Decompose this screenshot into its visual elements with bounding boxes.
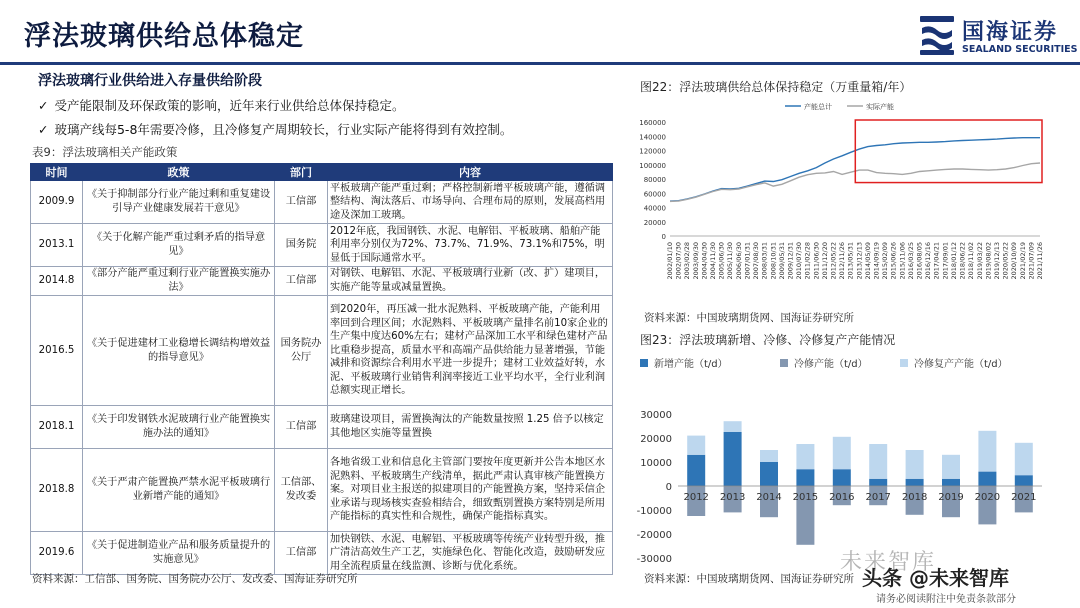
x-tick-label: 2021/02/19 xyxy=(1018,242,1027,280)
cell-dept: 工信部、发改委 xyxy=(275,449,328,532)
table-source: 资料来源：工信部、国务院、国务院办公厅、发改委、国海证券研究所 xyxy=(32,573,358,585)
x-tick-label: 2015/06/26 xyxy=(889,242,898,280)
figure22-source: 资料来源：中国玻璃期货网、国海证券研究所 xyxy=(644,312,854,324)
x-tick-label: 2003/02/28 xyxy=(683,242,692,280)
x-tick-label: 2012/11/26 xyxy=(838,242,847,280)
x-tick-label: 2008/03/31 xyxy=(760,242,769,280)
table-row xyxy=(31,181,613,224)
header-divider xyxy=(0,62,1080,65)
bar xyxy=(796,469,814,486)
x-tick-label: 2014/09/19 xyxy=(872,242,881,280)
bar xyxy=(869,479,887,486)
x-tick-label: 2016/12/16 xyxy=(924,242,933,280)
bar xyxy=(724,432,742,486)
bar xyxy=(906,450,924,479)
x-tick-label: 2014/05/09 xyxy=(863,242,872,280)
x-tick-label: 2011/02/28 xyxy=(803,242,812,280)
x-tick-label: 2015/02/09 xyxy=(881,242,890,280)
cell-policy: 《关于化解产能严重过剩矛盾的指导意见》 xyxy=(83,224,275,267)
bullet-text: 玻璃产线每5-8年需要冷修，且冷修复产周期较长，行业实际产能将得到有效控制。 xyxy=(54,122,513,137)
x-tick-label: 2021 xyxy=(1011,492,1037,503)
cell-content: 加快钢铁、水泥、电解铝、平板玻璃等传统产业转型升级，推广清洁高效生产工艺，实施绿色化、智能化改造，鼓励研发应用全流程质量在线监测、诊断与优化系统。 xyxy=(328,532,613,575)
cell-dept: 工信部 xyxy=(275,406,328,449)
footer-disclaimer: 请务必阅读附注中免责条款部分 xyxy=(876,594,1016,605)
x-tick-label: 2019/03/22 xyxy=(975,242,984,280)
y-tick-label: -20000 xyxy=(636,530,672,541)
x-tick-label: 2005/11/30 xyxy=(726,242,735,280)
legend-swatch xyxy=(900,359,908,367)
bar xyxy=(833,437,851,469)
y-tick-label: 30000 xyxy=(640,410,672,421)
legend-label: 新增产能（t/d） xyxy=(654,359,728,370)
figure22-title: 图22：浮法玻璃供给总体保持稳定（万重量箱/年） xyxy=(640,80,912,94)
cell-date: 2018.8 xyxy=(31,449,83,532)
bar xyxy=(942,479,960,486)
x-tick-label: 2011/12/20 xyxy=(820,242,829,280)
cell-policy: 《关于促进制造业产品和服务质量提升的实施意见》 xyxy=(83,532,275,575)
x-tick-label: 2013/05/31 xyxy=(846,242,855,280)
x-tick-label: 2004/04/30 xyxy=(700,242,709,280)
x-tick-label: 2017 xyxy=(865,492,891,503)
y-tick-label: 20000 xyxy=(640,434,672,445)
bar xyxy=(978,431,996,472)
cell-dept: 工信部 xyxy=(275,267,328,296)
x-tick-label: 2002/01/10 xyxy=(666,242,674,280)
cell-content: 平板玻璃产能严重过剩；严格控制新增平板玻璃产能，遵循调整结构、淘汰落后、市场导向、合理布局的原则，发展高档用途及深加工玻璃。 xyxy=(328,181,613,224)
logo-text-cn: 国海证券 xyxy=(962,20,1059,45)
table-row xyxy=(31,449,613,532)
cell-content: 玻璃建设项目，需置换淘汰的产能数量按照 1.25 倍予以核定其他地区实施等量置换 xyxy=(328,406,613,449)
section-subheading: 浮法玻璃行业供给进入存量供给阶段 xyxy=(38,73,262,89)
x-tick-label: 2015/11/06 xyxy=(898,242,907,280)
check-icon: ✓ xyxy=(38,122,49,137)
legend-label: 冷修产能（t/d） xyxy=(794,359,868,370)
x-tick-label: 2018/06/22 xyxy=(958,242,967,280)
cell-date: 2016.5 xyxy=(31,296,83,406)
cell-content: 对钢铁、电解铝、水泥、平板玻璃行业新（改、扩）建项目，实施产能等量或减量置换。 xyxy=(328,267,613,296)
table-caption: 表9：浮法玻璃相关产能政策 xyxy=(32,145,178,159)
x-tick-label: 2016/03/25 xyxy=(906,242,915,280)
x-tick-label: 2020/05/22 xyxy=(1001,242,1010,280)
logo-text-en: SEALAND SECURITIES xyxy=(962,44,1078,55)
bar xyxy=(978,472,996,486)
x-tick-label: 2019/08/02 xyxy=(984,242,993,280)
x-tick-label: 2020 xyxy=(974,492,1001,503)
x-tick-label: 2004/11/30 xyxy=(709,242,718,280)
bar xyxy=(760,450,778,462)
cell-dept: 国务院办公厅 xyxy=(275,296,328,406)
legend-label: 冷修复产产能（t/d） xyxy=(914,359,1008,370)
x-tick-label: 2014 xyxy=(756,492,782,503)
cell-content: 2012年底，我国钢铁、水泥、电解铝、平板玻璃、船舶产能利用率分别仅为72%、73.7%、71.9%、73.1%和75%，明显低于国际通常水平。 xyxy=(328,224,613,267)
table-row xyxy=(31,532,613,575)
legend-label: 产能总计 xyxy=(804,103,832,111)
legend-swatch xyxy=(640,359,648,367)
column-header: 部门 xyxy=(275,164,328,181)
cell-date: 2019.6 xyxy=(31,532,83,575)
cell-date: 2014.8 xyxy=(31,267,83,296)
x-tick-label: 2016 xyxy=(829,492,855,503)
check-icon: ✓ xyxy=(38,98,49,113)
cell-policy: 《关于促进建材工业稳增长调结构增效益的指导意见》 xyxy=(83,296,275,406)
x-tick-label: 2019 xyxy=(938,492,964,503)
x-tick-label: 2009/12/31 xyxy=(786,242,795,280)
bar xyxy=(833,469,851,486)
figure23-source: 资料来源：中国玻璃期货网、国海证券研究所 xyxy=(644,573,854,585)
table-row xyxy=(31,224,613,267)
x-tick-label: 2012 xyxy=(683,492,709,503)
logo-mark-icon xyxy=(918,14,956,56)
bar xyxy=(869,444,887,479)
x-tick-label: 2015 xyxy=(792,492,819,503)
column-header: 政策 xyxy=(83,164,275,181)
cell-dept: 工信部 xyxy=(275,181,328,224)
bullet-point-1 xyxy=(38,96,405,114)
table-header-row xyxy=(31,164,613,181)
x-tick-label: 2021/07/09 xyxy=(1027,242,1036,280)
bar xyxy=(724,421,742,432)
cell-policy: 《关于严肃产能置换严禁水泥平板玻璃行业新增产能的通知》 xyxy=(83,449,275,532)
bar xyxy=(906,479,924,486)
x-tick-label: 2007/01/31 xyxy=(743,242,752,280)
policy-table xyxy=(30,163,613,575)
y-tick-label: 160000 xyxy=(639,119,666,127)
x-tick-label: 2002/07/30 xyxy=(674,242,683,280)
cell-date: 2009.9 xyxy=(31,181,83,224)
table-row xyxy=(31,267,613,296)
y-tick-label: 20000 xyxy=(643,218,666,227)
x-tick-label: 2007/08/30 xyxy=(752,242,761,280)
bar xyxy=(687,455,705,486)
column-header: 内容 xyxy=(328,164,613,181)
watermark-text: 头条 @未来智库 xyxy=(862,566,1009,590)
line-chart xyxy=(630,96,1050,306)
y-tick-label: 100000 xyxy=(639,161,666,170)
cell-policy: 《部分产能严重过剩行业产能置换实施办法》 xyxy=(83,267,275,296)
bar xyxy=(687,436,705,455)
bar xyxy=(796,444,814,469)
cell-date: 2018.1 xyxy=(31,406,83,449)
y-tick-label: -10000 xyxy=(636,506,672,517)
bullet-point-2 xyxy=(38,120,512,138)
watermark-logo: 未来智库 xyxy=(840,550,937,575)
y-tick-label: 0 xyxy=(665,482,672,493)
cell-policy: 《关于印发钢铁水泥玻璃行业产能置换实施办法的通知》 xyxy=(83,406,275,449)
y-tick-label: 140000 xyxy=(639,133,666,142)
y-tick-label: 120000 xyxy=(639,147,666,156)
x-tick-label: 2009/05/31 xyxy=(777,242,786,280)
x-tick-label: 2005/06/30 xyxy=(717,242,726,280)
x-tick-label: 2013/12/13 xyxy=(855,241,864,280)
x-tick-label: 2013 xyxy=(719,492,746,503)
x-tick-label: 2012/05/22 xyxy=(829,242,838,280)
x-tick-label: 2010/07/30 xyxy=(795,242,804,280)
table-row xyxy=(31,406,613,449)
cell-dept: 工信部 xyxy=(275,532,328,575)
page-title: 浮法玻璃供给总体稳定 xyxy=(24,21,304,52)
cell-content: 到2020年，再压减一批水泥熟料、平板玻璃产能，产能利用率回到合理区间；水泥熟料、平板玻璃产量排名前10家企业的生产集中度达60%左右；建材产品深加工水平和绿色建材产品比重稳步提高，质量水平和高端产品供给能力显著增强，节能减排和资源综合利用水平进一步提升；建材工业效益好转，水泥、平板玻璃行业销售利润率接近工业平均水平，全行业利润总额实现正增长。 xyxy=(328,296,613,406)
cell-date: 2013.1 xyxy=(31,224,83,267)
table-row xyxy=(31,296,613,406)
x-tick-label: 2018/01/12 xyxy=(949,242,958,280)
x-tick-label: 2011/06/30 xyxy=(812,242,821,280)
x-tick-label: 2019/12/13 xyxy=(992,242,1001,280)
x-tick-label: 2006/06/30 xyxy=(734,242,743,280)
bar-chart xyxy=(630,350,1050,570)
bar xyxy=(1015,475,1033,486)
x-tick-label: 2016/08/05 xyxy=(915,242,924,280)
bullet-text: 受产能限制及环保政策的影响，近年来行业供给总体保持稳定。 xyxy=(54,98,405,113)
x-tick-label: 2018 xyxy=(901,492,928,503)
bar xyxy=(760,462,778,486)
y-tick-label: 0 xyxy=(661,233,666,241)
y-tick-label: 10000 xyxy=(640,458,672,469)
cell-policy: 《关于抑制部分行业产能过剩和重复建设引导产业健康发展若干意见》 xyxy=(83,181,275,224)
company-logo xyxy=(918,14,1078,58)
x-tick-label: 2017/04/21 xyxy=(932,242,941,280)
legend-label: 实际产能 xyxy=(866,103,894,111)
bar xyxy=(1015,443,1033,475)
x-tick-label: 2020/10/09 xyxy=(1010,242,1019,280)
x-tick-label: 2017/09/01 xyxy=(941,242,950,280)
figure23-title: 图23：浮法玻璃新增、冷修、冷修复产产能情况 xyxy=(640,333,896,347)
x-tick-label: 2018/11/02 xyxy=(967,242,976,280)
x-tick-label: 2003/09/30 xyxy=(691,242,700,280)
x-tick-label: 2008/10/31 xyxy=(769,242,778,280)
y-tick-label: -30000 xyxy=(636,554,672,565)
cell-dept: 国务院 xyxy=(275,224,328,267)
column-header: 时间 xyxy=(31,164,83,181)
y-tick-label: 60000 xyxy=(643,190,666,199)
bar xyxy=(942,455,960,479)
cell-content: 各地省级工业和信息化主管部门要按年度更新并公告本地区水泥熟料、平板玻璃生产线清单，据此严肃认真审核产能置换方案。对项目业主报送的拟建项目的产能置换方案，坚持采信企业承诺与现场核实查验相结合，细致甄别置换方案特别是所用产能指标的真实性和合规性，确保产能指标真实。 xyxy=(328,449,613,532)
y-tick-label: 80000 xyxy=(643,176,666,184)
x-tick-label: 2021/11/26 xyxy=(1036,242,1044,280)
legend-swatch xyxy=(780,359,788,367)
y-tick-label: 40000 xyxy=(643,204,666,213)
